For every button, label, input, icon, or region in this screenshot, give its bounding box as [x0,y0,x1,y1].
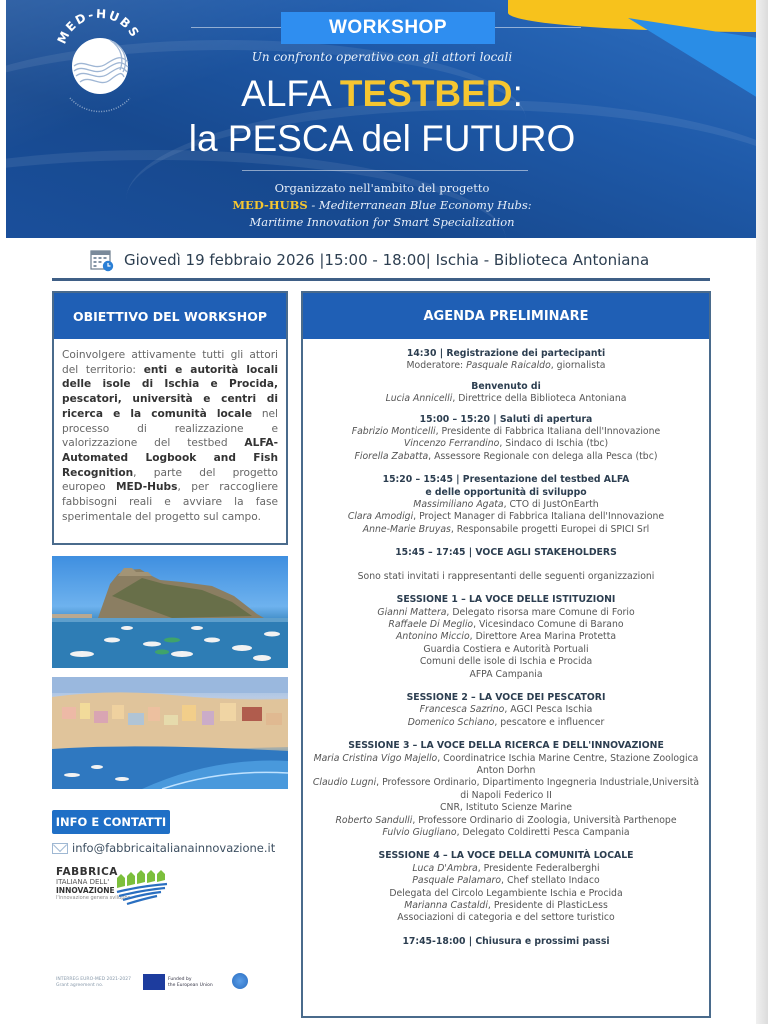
agenda-line [303,717,709,729]
agenda-line [303,524,709,536]
fabbrica-logo-mark-icon [113,866,169,908]
page-title-line1 [6,72,758,116]
agenda-line [303,704,709,716]
speaker-name: Antonino Miccio [395,631,470,643]
speaker-role: , Direttore Area Marina Protetta [469,631,617,643]
procida-illustration [52,677,288,789]
organization-line: Guardia Costiera e Autorità Portuali [423,643,589,655]
envelope-icon [52,843,68,854]
agenda-session-2 [303,692,709,729]
org-line1: Organizzato nell'ambito del progetto [274,181,490,195]
agenda-item-welcome [303,381,709,406]
grant-line: Grant agreement no. [56,983,104,988]
speaker-role: , CTO di JustOnEarth [503,499,599,511]
agenda-line [303,619,709,631]
hero-banner [6,0,758,238]
speaker-name: Anne-Marie Bruyas [362,523,451,535]
title-suffix: : [512,73,523,114]
agenda-line [303,875,709,887]
agenda-heading: 15:00 – 15:20 | Saluti di apertura [419,413,593,425]
speaker-name: Clara Amodigi [347,511,414,523]
agenda-title: AGENDA PRELIMINARE [303,293,709,339]
eu-line: Funded by [168,977,192,982]
objective-text-segment: Coinvolgere attivamente tutti gli attori del territorio: [62,349,278,376]
agenda-heading: e delle opportunità di sviluppo [425,486,587,498]
agenda-heading: 14:30 | Registrazione dei partecipanti [406,348,606,359]
logo-line: FABBRICA [56,866,118,878]
agenda-line [303,607,709,619]
event-details-bar [90,246,690,274]
speaker-role: , Delegato risorsa mare Comune di Forio [446,606,635,618]
speaker-role: , Presidente di PlasticLess [487,900,608,912]
eu-flag-icon [143,974,165,990]
workshop-badge: WORKSHOP [281,12,495,44]
agenda-line [303,438,709,450]
agenda-item-registration [303,348,709,373]
agenda-line [303,511,709,523]
speaker-name: Massimiliano Agata [413,499,504,511]
objective-text-bold: ALFA-Automated Logbook and Fish Recognition [62,437,278,479]
eu-funding-text [168,977,213,989]
objective-title: OBIETTIVO DEL WORKSHOP [54,293,286,339]
agenda-item-closing [303,936,709,948]
agenda-item-stakeholders [303,547,709,559]
organization-line: Associazioni di categoria e del settore turistico [397,912,615,924]
speaker-name: Roberto Sandulli [335,814,413,826]
email-link[interactable]: info@fabbricaitalianainnovazione.it [72,841,276,855]
speaker-role: , giornalista [550,360,606,372]
speaker-role: , Vicesindaco Comune di Barano [473,618,624,630]
org-line2 [6,197,758,214]
agenda-heading: 17:45-18:00 | Chiusura e prossimi passi [402,935,610,947]
objective-text-bold: MED-Hubs [115,481,178,494]
calendar-clock-icon [90,248,114,272]
title-highlight: TESTBED [339,73,513,114]
organization-line: CNR, Istituto Scienze Marine [440,802,572,814]
speaker-role: , Chef stellato Indaco [501,875,600,887]
funding-logos [56,973,256,997]
eu-line: the European Union [168,983,213,988]
agenda-line [303,827,709,839]
agenda-session-1 [303,594,709,681]
agenda-line [303,393,709,405]
speaker-name: Fabrizio Monticelli [351,426,436,438]
tagline: Un confronto operativo con gli attori locali [251,50,513,64]
speaker-role: , Assessore Regionale con delega alla Pesca (tbc) [428,450,658,462]
agenda-line [303,753,709,765]
page-title-line2: la PESCA del FUTURO [188,118,576,159]
speaker-name: Claudio Lugni [312,777,377,789]
speaker-role: , Professore Ordinario di Zoologia, Università Parthenope [412,814,677,826]
divider [242,170,528,171]
agenda-panel [301,291,711,1018]
objective-text [54,339,286,524]
title-prefix: ALFA [241,73,340,114]
speaker-name: Gianni Mattera [377,606,447,618]
agenda-line [303,631,709,643]
speaker-name: Pasquale Palamaro [412,875,502,887]
speaker-name: Vincenzo Ferrandino [403,438,500,450]
organizer-text [6,180,758,231]
agenda-line [303,900,709,912]
med-hubs-round-logo-icon [232,973,248,989]
objective-text-segment: , parte del progetto europeo [62,466,278,494]
speaker-name: Fiorella Zabatta [354,450,429,462]
speaker-role: , AGCI Pesca Ischia [504,704,593,716]
logo-line: l'innovazione genera sviluppo [56,895,131,901]
organization-line: AFPA Campania [469,668,543,680]
objective-text-segment: nel processo di realizzazione e valorizzazione del testbed [62,407,278,450]
grant-line: INTERREG EURO-MED 2021-2027 [56,977,132,982]
agenda-session-4 [303,850,709,924]
project-name: MED-HUBS [232,198,308,212]
speaker-role: , Delegato Coldiretti Pesca Campania [456,827,630,838]
session-heading: SESSIONE 1 – LA VOCE DELLE ISTITUZIONI [396,594,616,606]
event-date-time-location: Giovedì 19 febbraio 2026 |15:00 - 18:00| Ischia - Biblioteca Antoniana [124,251,650,269]
speaker-name: Pasquale Raicaldo [466,360,551,372]
objective-text-segment: , per raccogliere fabbisogni reali e avviare la fase sperimentale del progetto sul campo. [62,481,278,523]
email-row [52,839,275,857]
session-heading: SESSIONE 2 – LA VOCE DEI PESCATORI [406,691,606,703]
agenda-line [303,863,709,875]
org-line3: Maritime Innovation for Smart Specialization [249,215,515,229]
objective-text-bold: enti e autorità locali delle isole di Ischia e Procida, pescatori, università e centri di ricerca e la comunità locale [62,363,279,420]
speaker-role: , Coordinatrice Ischia Marine Centre, Stazione Zoologica [437,752,699,764]
speaker-name: Francesca Sazrino [419,704,505,716]
speaker-role: , pescatore e influencer [494,716,605,728]
speaker-role: , Project Manager di Fabbrica Italiana dell'Innovazione [413,511,665,523]
speaker-role: , Professore Ordinario, Dipartimento Ingegneria Industriale,Università [376,777,700,789]
photo-ischia-castle [52,556,288,668]
agenda-heading: Benvenuto di [471,380,541,392]
castle-illustration [52,556,288,668]
info-contacts-heading: INFO E CONTATTI [52,810,170,834]
logo-text: MED-HUBS [54,6,143,47]
line-prefix: Moderatore: [406,360,467,372]
speaker-name: Lucia Annicelli [385,393,453,405]
agenda-line [303,777,709,789]
grant-reference [56,977,131,989]
agenda-body [303,339,709,948]
agenda-session-3 [303,740,709,839]
logo-line: INNOVAZIONE [56,886,115,895]
speaker-name: Fulvio Giugliano [382,827,457,838]
agenda-item-presentation [303,474,709,536]
photo-procida [52,677,288,789]
speaker-role: , Presidente di Fabbrica Italiana dell'Innovazione [435,426,661,438]
agenda-heading: 15:20 – 15:45 | Presentazione del testbed ALFA [382,474,630,486]
agenda-line [303,451,709,463]
divider [52,278,710,281]
agenda-note [303,571,709,583]
speaker-name: Luca D'Ambra [412,862,478,874]
logo-line: ITALIANA DELL' [56,878,110,886]
agenda-line [303,499,709,511]
speaker-role: , Sindaco di Ischia (tbc) [499,438,609,450]
objective-panel [52,291,288,545]
divider [495,27,581,28]
organization-line: di Napoli Federico II [460,789,552,801]
project-desc: - Mediterranean Blue Economy Hubs: [307,198,532,212]
agenda-line [303,815,709,827]
speaker-name: Raffaele Di Meglio [388,618,474,630]
divider [191,27,281,28]
speaker-role: , Responsabile progetti Europei di SPICI Srl [450,523,650,535]
session-heading: SESSIONE 3 – LA VOCE DELLA RICERCA E DELL'INNOVAZIONE [348,740,664,752]
organization-line: Anton Dorhn [476,764,536,776]
speaker-role: , Presidente Federalberghi [477,862,600,874]
agenda-line [303,360,709,372]
organization-line: Comuni delle isole di Ischia e Procida [419,656,593,668]
session-heading: SESSIONE 4 – LA VOCE DELLA COMUNITÀ LOCALE [378,850,634,862]
speaker-name: Domenico Schiano [407,716,495,728]
agenda-item-opening [303,414,709,464]
invitation-note: Sono stati invitati i rappresentanti delle seguenti organizzazioni [357,570,655,582]
organization-line: Delegata del Circolo Legambiente Ischia e Procida [389,887,623,899]
speaker-name: Marianna Castaldi [404,900,488,912]
agenda-heading: 15:45 – 17:45 | VOCE AGLI STAKEHOLDERS [395,547,617,559]
page-edge [756,0,768,1024]
agenda-line [303,426,709,438]
speaker-name: Maria Cristina Vigo Majello [313,752,438,764]
speaker-role: , Direttrice della Biblioteca Antoniana [452,393,627,405]
